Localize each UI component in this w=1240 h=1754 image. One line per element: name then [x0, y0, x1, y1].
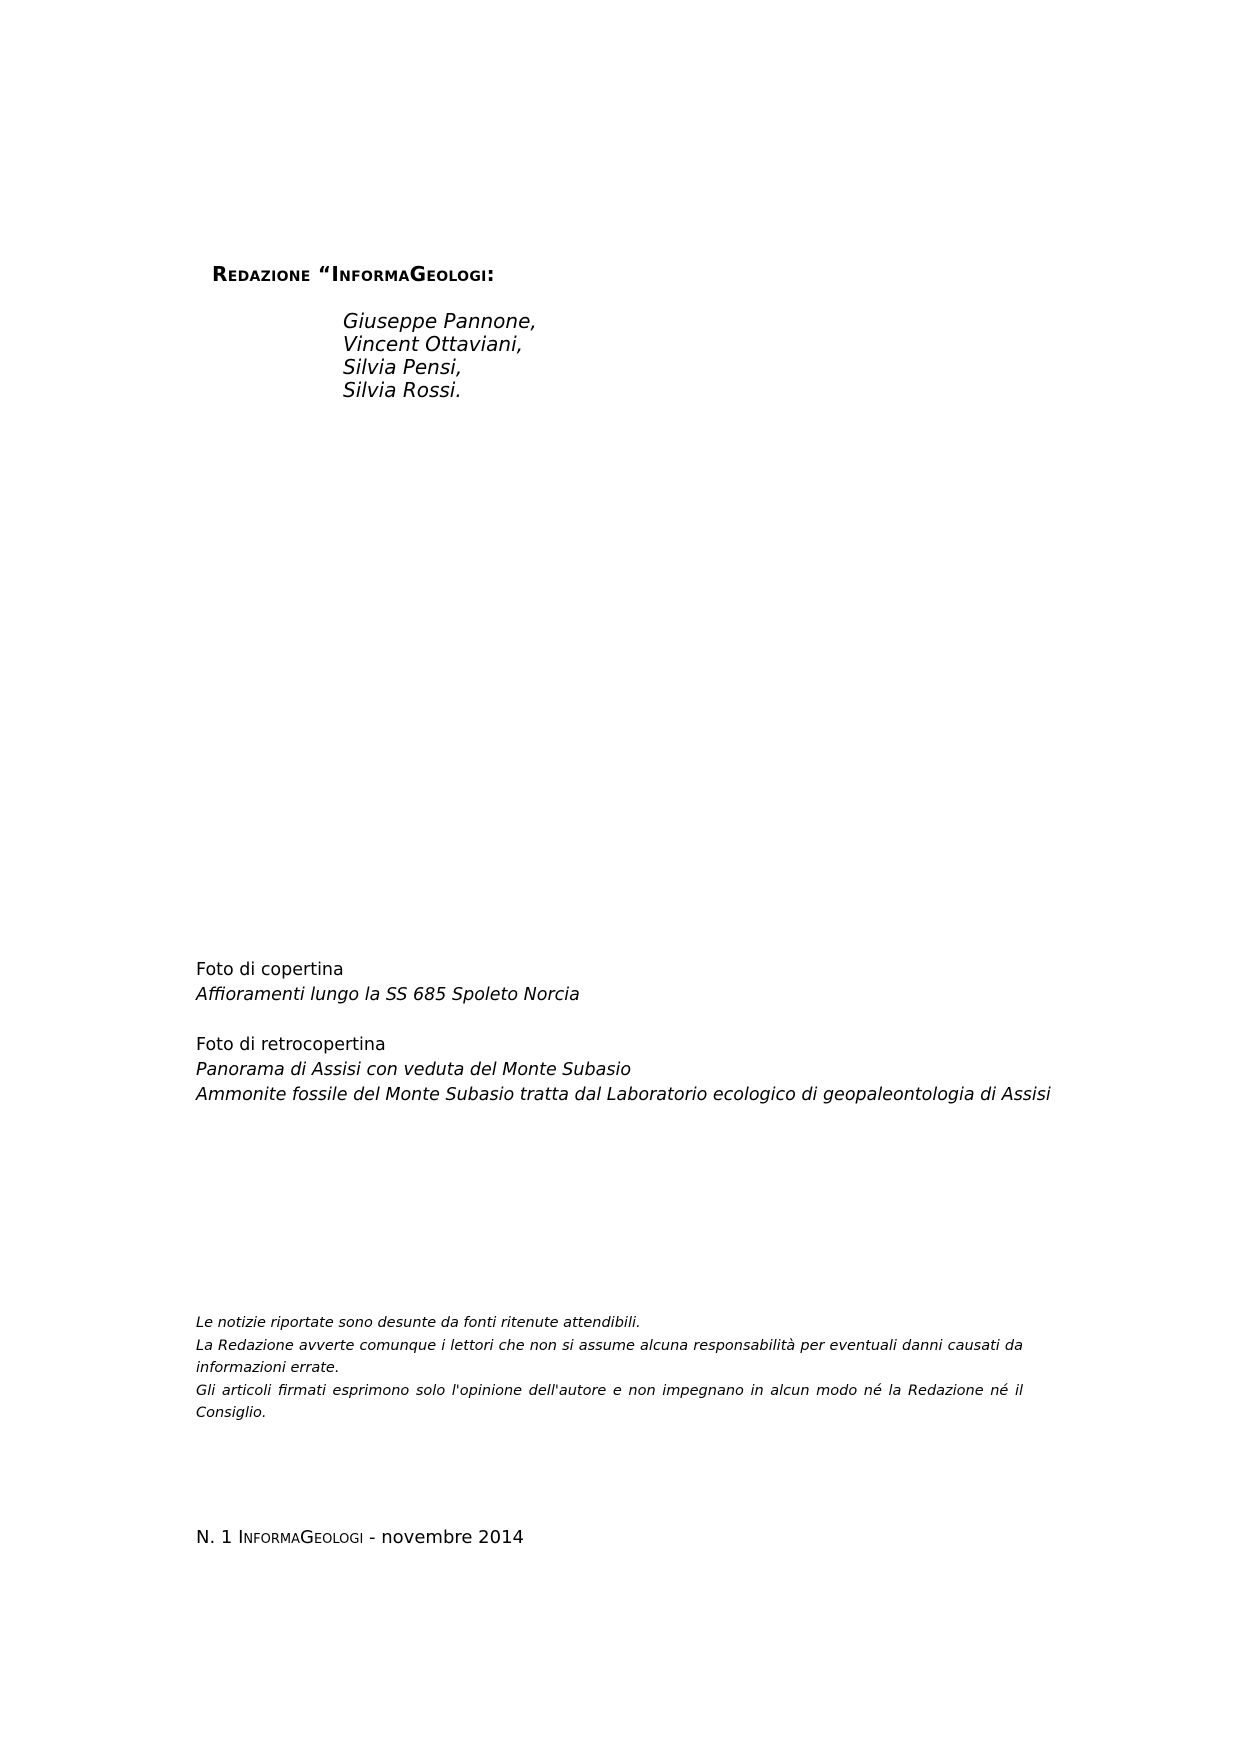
front-cover-caption: Affioramenti lungo la SS 685 Spoleto Norcia	[196, 985, 580, 1005]
issue-number: N. 1	[196, 1527, 233, 1548]
disclaimer	[196, 1312, 1023, 1425]
editors-list	[343, 310, 537, 402]
issue-footer	[196, 1527, 524, 1548]
editor-name: Vincent Ottaviani,	[343, 332, 524, 356]
issue-date: - novembre 2014	[369, 1527, 524, 1548]
cover-credits	[196, 958, 1051, 1108]
redazione-heading: Redazione “InformaGeologi:	[212, 262, 495, 286]
back-cover-label: Foto di retrocopertina	[196, 1035, 386, 1055]
front-cover-label: Foto di copertina	[196, 960, 344, 980]
editor-name: Silvia Pensi,	[343, 355, 463, 379]
disclaimer-line: La Redazione avverte comunque i lettori che non si assume alcuna responsabilità per eventuali danni causati da informazioni errate.	[196, 1337, 1023, 1376]
editor-name: Silvia Rossi.	[343, 378, 462, 402]
disclaimer-line: Le notizie riportate sono desunte da fonti ritenute attendibili.	[196, 1315, 641, 1331]
editor-name: Giuseppe Pannone,	[343, 309, 537, 333]
disclaimer-line: Gli articoli firmati esprimono solo l'opinione dell'autore e non impegnano in alcun modo né la Redazione né il Consiglio.	[196, 1382, 1023, 1421]
publication-name: InformaGeologi	[238, 1527, 364, 1548]
spacer	[196, 1008, 1051, 1033]
back-cover-caption: Ammonite fossile del Monte Subasio tratta dal Laboratorio ecologico di geopaleontologia di Assisi	[196, 1085, 1051, 1105]
back-cover-caption: Panorama di Assisi con veduta del Monte Subasio	[196, 1060, 632, 1080]
